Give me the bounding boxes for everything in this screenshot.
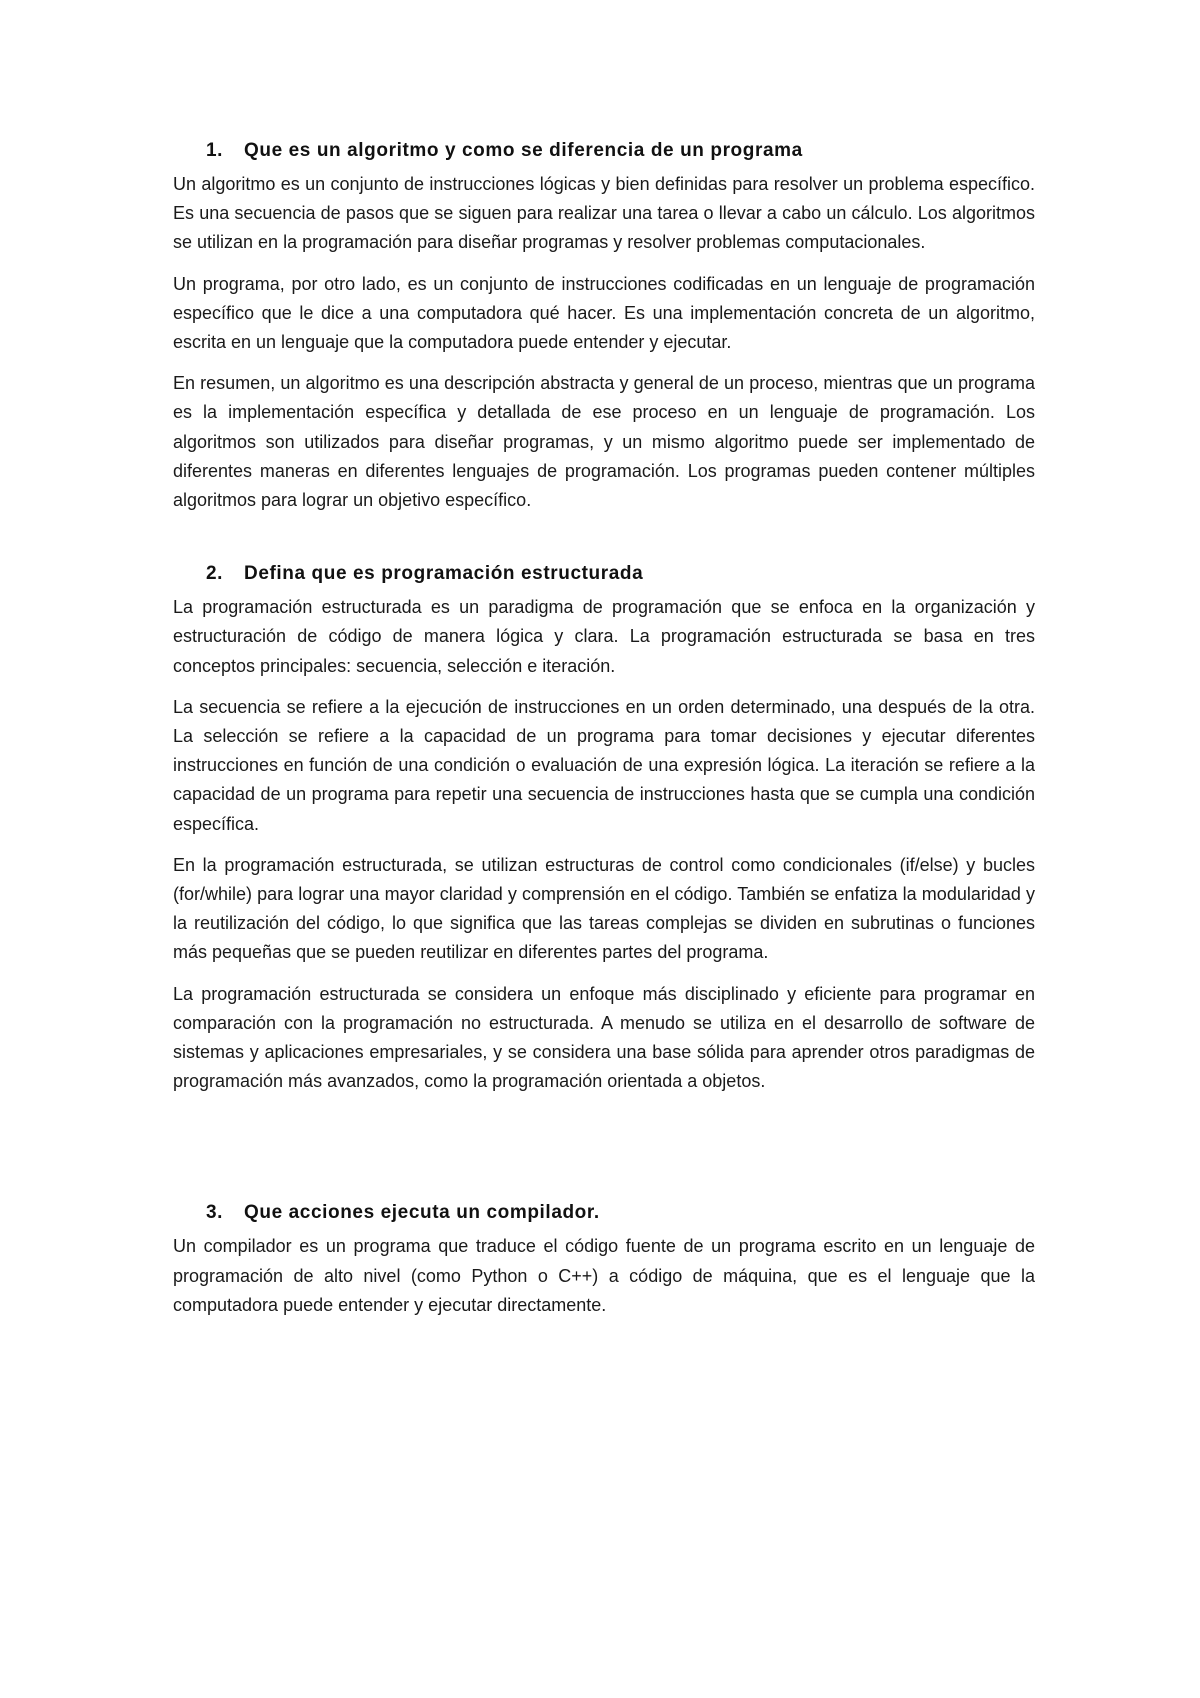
document-body [173, 140, 1035, 1320]
section-number: 1. [206, 140, 224, 161]
section-compilador [173, 1202, 1035, 1320]
section-heading [173, 140, 1035, 162]
paragraph: Un algoritmo es un conjunto de instrucciones lógicas y bien definidas para resolver un problema específico. Es una secuencia de pasos que se siguen para realizar una tarea o llevar a cabo un cálculo. Los algoritmos se utilizan en la programación para diseñar programas y resolver problemas computacionales. [173, 174, 1035, 253]
paragraph: Un programa, por otro lado, es un conjunto de instrucciones codificadas en un lenguaje de programación específico que le dice a una computadora qué hacer. Es una implementación concreta de un algoritmo, escrita en un lenguaje que la computadora puede entender y ejecutar. [173, 273, 1035, 353]
paragraph: La programación estructurada es un paradigma de programación que se enfoca en la organización y estructuración de código de manera lógica y clara. La programación estructurada se basa en tres conceptos principales: secuencia, selección e iteración. [173, 597, 1035, 676]
paragraph: En la programación estructurada, se utilizan estructuras de control como condicionales (if/else) y bucles (for/while) para lograr una mayor claridad y comprensión en el código. También se enfatiza la modularidad y la reutilización del código, lo que significa que las tareas complejas se dividen en subrutinas o funciones más pequeñas que se pueden reutilizar en diferentes partes del programa. [173, 854, 1035, 963]
paragraph: En resumen, un algoritmo es una descripción abstracta y general de un proceso, mientras que un programa es la implementación específica y detallada de ese proceso en un lenguaje de programación. Los algoritmos son utilizados para diseñar programas, y un mismo algoritmo puede ser implementado de diferentes maneras en diferentes lenguajes de programación. Los programas pueden contener múltiples algoritmos para lograr un objetivo específico. [173, 373, 1035, 511]
section-title: Que acciones ejecuta un compilador. [244, 1202, 600, 1224]
section-number: 3. [206, 1202, 224, 1224]
section-programacion-estructurada [173, 563, 1035, 1096]
paragraph: La programación estructurada se considera un enfoque más disciplinado y eficiente para programar en comparación con la programación no estructurada. A menudo se utiliza en el desarrollo de software de sistemas y aplicaciones empresariales, y se considera una base sólida para aprender otros paradigmas de programación más avanzados, como la programación orientada a objetos. [173, 983, 1035, 1092]
section-number: 2. [206, 563, 224, 585]
section-heading [173, 1202, 1035, 1224]
paragraph: Un compilador es un programa que traduce el código fuente de un programa escrito en un lenguaje de programación de alto nivel (como Python o C++) a código de máquina, que es el lenguaje que la computadora puede entender y ejecutar directamente. [173, 1236, 1035, 1315]
paragraph: La secuencia se refiere a la ejecución de instrucciones en un orden determinado, una después de la otra. La selección se refiere a la capacidad de un programa para tomar decisiones y ejecutar diferentes instrucciones en función de una condición o evaluación de una expresión lógica. La iteración se refiere a la capacidad de un programa para repetir una secuencia de instrucciones hasta que se cumpla una condición específica. [173, 696, 1035, 834]
section-algoritmo [173, 140, 1035, 515]
section-title: Que es un algoritmo y como se diferencia de un programa [244, 140, 803, 161]
section-title: Defina que es programación estructurada [244, 563, 644, 585]
section-heading [173, 563, 1035, 585]
